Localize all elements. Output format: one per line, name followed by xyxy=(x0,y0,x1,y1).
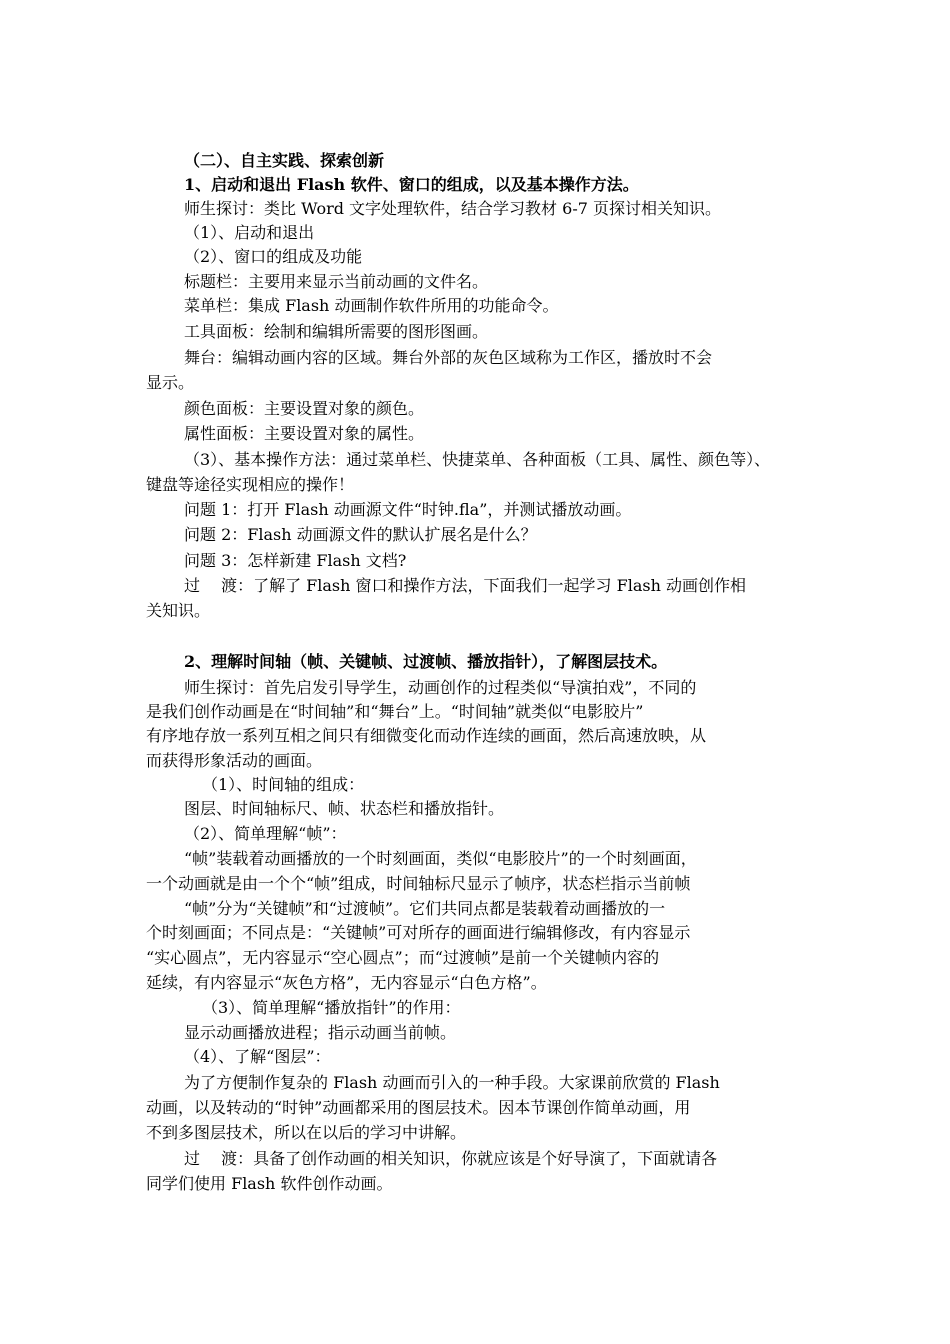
subsection-heading: 2、理解时间轴（帧、关键帧、过渡帧、播放指针），了解图层技术。 xyxy=(184,652,668,671)
paragraph: 师生探讨：类比 Word 文字处理软件，结合学习教材 6-7 页探讨相关知识。 xyxy=(184,199,721,218)
paragraph: “实心圆点”，无内容显示“空心圆点”；而“过渡帧”是前一个关键帧内容的 xyxy=(146,948,660,967)
paragraph: 动画，以及转动的“时钟”动画都采用的图层技术。因本节课创作简单动画，用 xyxy=(146,1098,691,1117)
paragraph: 过 渡：具备了创作动画的相关知识，你就应该是个好导演了，下面就请各 xyxy=(184,1149,718,1168)
paragraph: 菜单栏：集成 Flash 动画制作软件所用的功能命令。 xyxy=(184,296,559,315)
paragraph: （3）、基本操作方法：通过菜单栏、快捷菜单、各种面板（工具、属性、颜色等）、 xyxy=(184,450,771,469)
paragraph: 过 渡：了解了 Flash 窗口和操作方法，下面我们一起学习 Flash 动画创作相 xyxy=(184,576,746,595)
paragraph: 显示动画播放进程；指示动画当前帧。 xyxy=(184,1023,457,1042)
paragraph: 为了方便制作复杂的 Flash 动画而引入的一种手段。大家课前欣赏的 Flash xyxy=(184,1073,720,1092)
paragraph: 标题栏：主要用来显示当前动画的文件名。 xyxy=(184,272,489,291)
list-item: （1）、启动和退出 xyxy=(184,223,315,242)
paragraph: 颜色面板：主要设置对象的颜色。 xyxy=(184,399,425,418)
subsection-heading: 1、启动和退出 Flash 软件、窗口的组成，以及基本操作方法。 xyxy=(184,175,639,194)
paragraph: 师生探讨：首先启发引导学生，动画创作的过程类似“导演拍戏”，不同的 xyxy=(184,678,697,697)
paragraph: 图层、时间轴标尺、帧、状态栏和播放指针。 xyxy=(184,799,505,818)
list-item: （4）、了解“图层”： xyxy=(184,1047,331,1066)
paragraph: 显示。 xyxy=(146,373,195,392)
question: 问题 2：Flash 动画源文件的默认扩展名是什么？ xyxy=(184,525,537,544)
section-heading: （二）、自主实践、探索创新 xyxy=(184,151,385,170)
list-item: （3）、简单理解“播放指针”的作用： xyxy=(202,998,461,1017)
list-item: （2）、简单理解“帧”： xyxy=(184,824,347,843)
paragraph: 延续，有内容显示“灰色方格”，无内容显示“白色方格”。 xyxy=(146,973,547,992)
paragraph: “帧”装载着动画播放的一个时刻画面，类似“电影胶片”的一个时刻画面， xyxy=(184,849,697,868)
paragraph: 键盘等途径实现相应的操作！ xyxy=(146,475,355,494)
paragraph: 工具面板：绘制和编辑所需要的图形图画。 xyxy=(184,322,489,341)
list-item: （2）、窗口的组成及功能 xyxy=(184,247,363,266)
paragraph: “帧”分为“关键帧”和“过渡帧”。它们共同点都是装载着动画播放的一 xyxy=(184,899,666,918)
paragraph: 舞台：编辑动画内容的区域。舞台外部的灰色区域称为工作区，播放时不会 xyxy=(184,348,713,367)
paragraph: 一个动画就是由一个个“帧”组成，时间轴标尺显示了帧序，状态栏指示当前帧 xyxy=(146,874,691,893)
paragraph: 不到多图层技术，所以在以后的学习中讲解。 xyxy=(146,1123,467,1142)
paragraph: 个时刻画面；不同点是：“关键帧”可对所存的画面进行编辑修改，有内容显示 xyxy=(146,923,691,942)
paragraph: 而获得形象活动的画面。 xyxy=(146,751,323,770)
paragraph: 关知识。 xyxy=(146,601,211,620)
list-item: （1）、时间轴的组成： xyxy=(202,775,365,794)
question: 问题 3：怎样新建 Flash 文档? xyxy=(184,551,407,570)
paragraph: 属性面板：主要设置对象的属性。 xyxy=(184,424,425,443)
question: 问题 1：打开 Flash 动画源文件“时钟.fla”，并测试播放动画。 xyxy=(184,500,632,519)
paragraph: 是我们创作动画是在“时间轴”和“舞台”上。“时间轴”就类似“电影胶片” xyxy=(146,702,644,721)
paragraph: 有序地存放一系列互相之间只有细微变化而动作连续的画面，然后高速放映，从 xyxy=(146,726,707,745)
paragraph: 同学们使用 Flash 软件创作动画。 xyxy=(146,1174,393,1193)
